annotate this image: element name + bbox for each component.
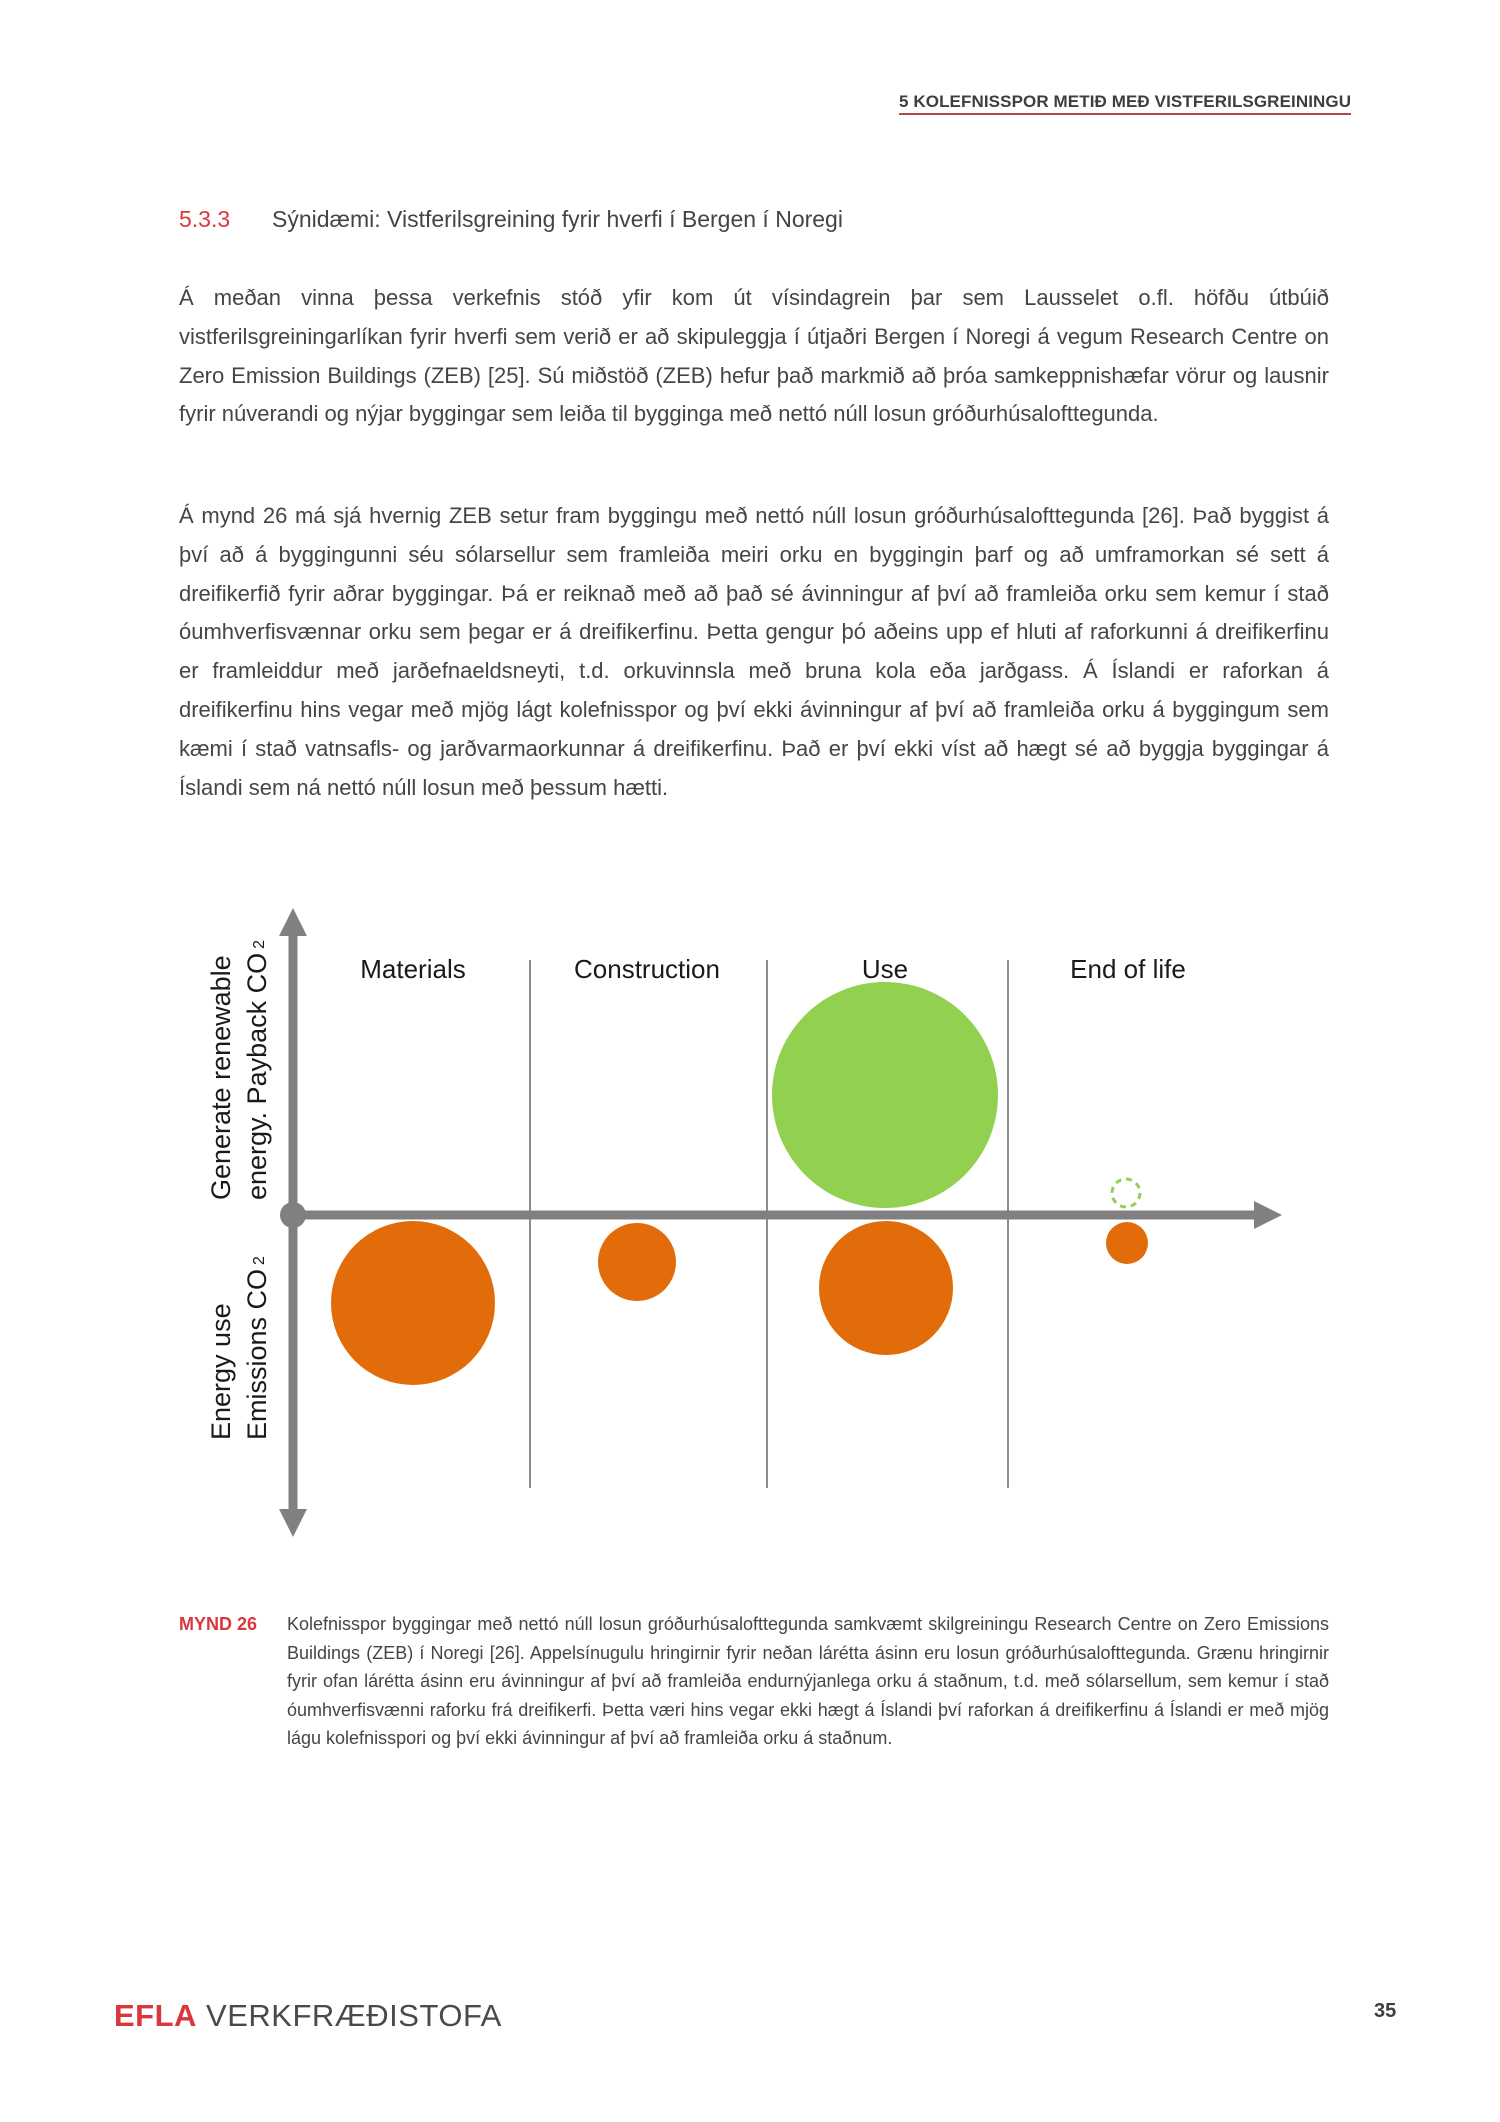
svg-text:Emissions CO2: Emissions CO2 [242,1256,272,1440]
figure-zeb-bubble-chart [170,880,1340,1580]
origin-dot [280,1202,306,1228]
y-label-upper-2 [242,940,272,1200]
category-label-use: Use [861,954,909,984]
materials-emission-bubble [331,1221,495,1385]
construction-emission-bubble [598,1223,676,1301]
y-axis-up-arrow-icon [279,908,307,936]
svg-text:Energy use: Energy use [206,1303,236,1440]
category-label-construction: Construction [574,954,720,984]
brand-name: EFLA [114,1998,197,2033]
footer-logo [114,1998,502,2034]
use-emission-bubble [819,1221,953,1355]
category-label-materials: Materials [360,954,466,984]
figure-caption [179,1610,1329,1753]
use-payback-bubble [772,982,998,1208]
figure-caption-text: Kolefnisspor byggingar með nettó núll losun gróðurhúsalofttegunda samkvæmt skilgreiningu Research Centre on Zero Emissions Buildings (ZEB) í Noregi [26]. Appelsínugulu hringirnir fyrir neðan lárétta ásinn eru losun gróðurhúsalofttegunda. Grænu hringirnir fyrir ofan lárétta ásinn eru ávinningur af því að framleiða endurnýjanlega orku á staðnum, t.d. með sólarsellum, sem kemur í stað óumhverfisvænni raforku frá dreifikerfi. Þetta væri hins vegar ekki hægt á Íslandi því raforkan á dreifikerfinu á Íslandi er með mjög lágu kolefnisspori og því ekki ávinningur af því að framleiða orku á staðnum. [287,1614,1329,1749]
body-paragraph-1: Á meðan vinna þessa verkefnis stóð yfir kom út vísindagrein þar sem Lausselet o.fl. höfðu útbúið vistferilsgreiningarlíkan fyrir hverfi sem verið er að skipuleggja í útjaðri Bergen í Noregi á vegum Research Centre on Zero Emission Buildings (ZEB) [25]. Sú miðstöð (ZEB) hefur það markmið að þróa samkeppnishæfar vörur og lausnir fyrir núverandi og nýjar byggingar sem leiða til bygginga með nettó núll losun gróðurhúsalofttegunda. [179,285,1329,427]
section-number: 5.3.3 [179,206,231,232]
figure-label: MYND 26 [179,1614,258,1634]
y-label-lower [206,1303,236,1440]
end-of-life-emission-bubble [1106,1222,1148,1264]
end-of-life-payback-bubble [1112,1179,1140,1207]
y-label-upper [206,955,236,1200]
section-title: Sýnidæmi: Vistferilsgreining fyrir hverfi í Bergen í Noregi [272,206,843,232]
category-label-end-of-life: End of life [1070,954,1186,984]
y-label-lower-2 [242,1256,272,1440]
page-number: 35 [1374,2000,1397,2022]
y-axis-down-arrow-icon [279,1509,307,1537]
svg-text:Generate renewable: Generate renewable [206,955,236,1200]
bubble-chart [170,880,1340,1580]
body-paragraph-2: Á mynd 26 má sjá hvernig ZEB setur fram byggingu með nettó núll losun gróðurhúsalofttegunda [26]. Það byggist á því að á byggingunni séu sólarsellur sem framleiða meiri orku en byggingin þarf og að umframorkan sé sett á dreifikerfið fyrir aðrar byggingar. Þá er reiknað með að það sé ávinningur af því að framleiða orku sem kemur í stað óumhverfisvænnar orku sem þegar er á dreifikerfinu. Þetta gengur þó aðeins upp ef hluti af raforkunni á dreifikerfinu er framleiddur með jarðefnaeldsneyti, t.d. orkuvinnsla með bruna kola eða jarðgass. Á Íslandi er raforkan á dreifikerfinu hins vegar með mjög lágt kolefnisspor og því ekki ávinningur af því að framleiða orku á byggingum sem kæmi í stað vatnsafls- og jarðvarmaorkunnar á dreifikerfinu. Það er því ekki víst að hægt sé að byggja byggingar á Íslandi sem ná nettó núll losun með þessum hætti. [179,503,1329,800]
section-heading [179,206,843,233]
x-axis-right-arrow-icon [1254,1201,1282,1229]
svg-text:energy. Payback CO2: energy. Payback CO2 [242,939,272,1200]
brand-subtitle: VERKFRÆÐISTOFA [196,1998,502,2033]
running-header: 5 KOLEFNISSPOR METIÐ MEÐ VISTFERILSGREININGU [899,92,1351,115]
